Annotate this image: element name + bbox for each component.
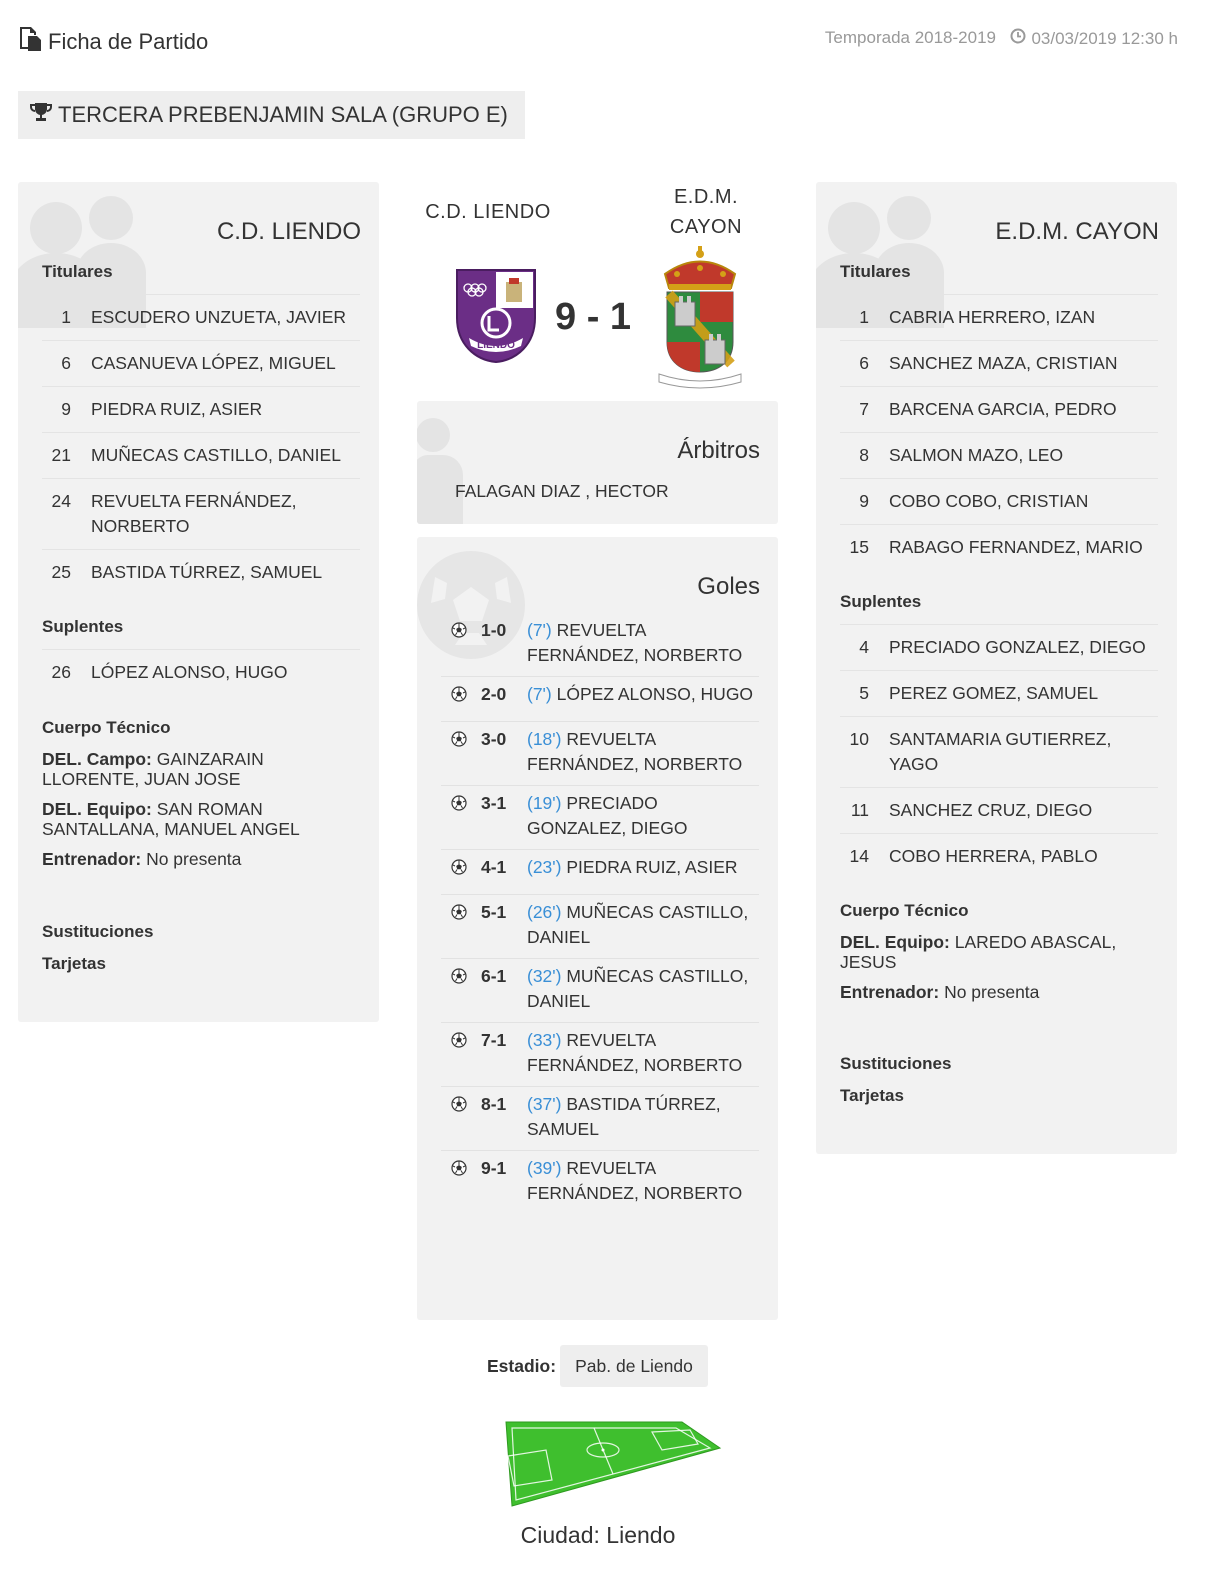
away-team-panel <box>816 182 1177 1154</box>
player-number: 10 <box>849 729 869 749</box>
away-name-line2: CAYON <box>669 216 743 238</box>
page-title <box>18 26 208 58</box>
goal-minute[interactable]: (37') <box>527 1094 562 1114</box>
goal-scorer: BASTIDA TÚRREZ, SAMUEL <box>527 1094 721 1139</box>
player-number: 6 <box>61 353 71 373</box>
goal-scorer: LÓPEZ ALONSO, HUGO <box>556 684 754 704</box>
player-number: 9 <box>859 491 869 511</box>
soccer-ball-icon <box>441 791 481 841</box>
goal-score: 4-1 <box>481 857 507 877</box>
player-name: PRECIADO GONZALEZ, DIEGO <box>889 637 1146 657</box>
player-row <box>840 670 1158 716</box>
datetime-text: 03/03/2019 12:30 h <box>1031 28 1178 48</box>
home-team-crest <box>455 268 537 364</box>
player-row <box>42 294 360 340</box>
staff-name: SAN ROMAN SANTALLANA, MANUEL ANGEL <box>42 799 300 839</box>
staff-item <box>42 849 362 869</box>
player-number: 14 <box>849 846 869 866</box>
goal-detail <box>527 1028 759 1078</box>
soccer-ball-icon <box>441 855 481 886</box>
person-icon <box>417 415 473 524</box>
clock-icon <box>1010 28 1026 49</box>
staff-role: DEL. Campo: <box>42 749 152 769</box>
goal-minute[interactable]: (23') <box>527 857 562 877</box>
player-number: 1 <box>61 307 71 327</box>
goal-detail <box>527 1092 759 1142</box>
goal-score: 5-1 <box>481 902 507 922</box>
staff-item <box>42 799 362 839</box>
trophy-icon <box>30 101 52 129</box>
player-number: 21 <box>51 445 71 465</box>
goal-row <box>441 959 759 1023</box>
center-home-name: C.D. LIENDO <box>425 201 551 223</box>
competition-badge <box>18 91 525 139</box>
pitch-icon <box>476 1420 722 1508</box>
goal-scorer: REVUELTA FERNÁNDEZ, NORBERTO <box>527 620 743 665</box>
staff-item <box>840 982 1160 1002</box>
goal-detail <box>527 900 759 950</box>
player-number: 6 <box>859 353 869 373</box>
player-row <box>42 386 360 432</box>
goal-detail <box>527 855 759 886</box>
away-subs-label: Suplentes <box>840 592 922 611</box>
match-score: 9 - 1 <box>555 296 632 338</box>
goal-score: 9-1 <box>481 1158 507 1178</box>
goal-score: 8-1 <box>481 1094 507 1114</box>
player-name: PEREZ GOMEZ, SAMUEL <box>889 683 1099 703</box>
away-team-crest <box>655 244 745 390</box>
goal-scorer: REVUELTA FERNÁNDEZ, NORBERTO <box>527 1158 743 1203</box>
away-starters-label: Titulares <box>840 262 911 281</box>
player-name: COBO HERRERA, PABLO <box>889 846 1098 866</box>
player-name: COBO COBO, CRISTIAN <box>889 491 1089 511</box>
page-title-text: Ficha de Partido <box>48 29 209 54</box>
goal-score: 6-1 <box>481 966 507 986</box>
player-number: 24 <box>51 491 71 511</box>
goal-scorer: MUÑECAS CASTILLO, DANIEL <box>527 966 749 1011</box>
player-name: REVUELTA FERNÁNDEZ, NORBERTO <box>91 491 297 536</box>
staff-item <box>840 932 1160 972</box>
player-name: ESCUDERO UNZUETA, JAVIER <box>91 307 347 327</box>
goal-minute[interactable]: (33') <box>527 1030 562 1050</box>
away-subs-list <box>840 624 1158 879</box>
goal-detail <box>527 964 759 1014</box>
goal-detail <box>527 727 759 777</box>
staff-role: DEL. Equipo: <box>42 799 152 819</box>
goals-list <box>441 613 759 1214</box>
home-staff-list <box>42 749 362 879</box>
goal-row <box>441 786 759 850</box>
away-staff-label: Cuerpo Técnico <box>840 901 969 920</box>
goal-row <box>441 722 759 786</box>
goal-score: 1-0 <box>481 620 507 640</box>
home-staff-label: Cuerpo Técnico <box>42 718 171 737</box>
home-team-name: C.D. LIENDO <box>216 218 361 245</box>
goal-scorer: PRECIADO GONZALEZ, DIEGO <box>527 793 688 838</box>
soccer-ball-icon <box>441 1028 481 1078</box>
home-team-panel <box>18 182 379 1022</box>
player-row <box>840 524 1158 570</box>
player-row <box>42 340 360 386</box>
player-number: 15 <box>849 537 869 557</box>
player-row <box>42 432 360 478</box>
player-name: LÓPEZ ALONSO, HUGO <box>91 662 288 682</box>
player-number: 1 <box>859 307 869 327</box>
soccer-ball-icon <box>441 682 481 713</box>
home-subs-label: Suplentes <box>42 617 124 636</box>
player-row <box>840 833 1158 879</box>
goals-panel <box>417 537 778 1320</box>
home-substitutions-label: Sustituciones <box>42 922 154 941</box>
competition-name: TERCERA PREBENJAMIN SALA (GRUPO E) <box>58 102 508 127</box>
home-cards-label: Tarjetas <box>42 954 106 973</box>
goal-scorer: MUÑECAS CASTILLO, DANIEL <box>527 902 749 947</box>
player-number: 9 <box>61 399 71 419</box>
file-icon <box>18 26 42 58</box>
player-name: CABRIA HERRERO, IZAN <box>889 307 1096 327</box>
home-subs-list <box>42 649 360 695</box>
goal-score: 7-1 <box>481 1030 507 1050</box>
player-name: RABAGO FERNANDEZ, MARIO <box>889 537 1143 557</box>
player-number: 25 <box>51 562 71 582</box>
goal-detail <box>527 618 759 668</box>
player-name: BARCENA GARCIA, PEDRO <box>889 399 1117 419</box>
player-name: MUÑECAS CASTILLO, DANIEL <box>91 445 341 465</box>
player-name: SANTAMARIA GUTIERREZ, YAGO <box>889 729 1112 774</box>
goal-minute[interactable]: (32') <box>527 966 562 986</box>
goal-minute[interactable]: (26') <box>527 902 562 922</box>
center-away-name <box>640 182 772 242</box>
stadium-label: Estadio: <box>487 1356 557 1376</box>
soccer-ball-icon <box>441 727 481 777</box>
goal-minute[interactable]: (39') <box>527 1158 562 1178</box>
player-name: BASTIDA TÚRREZ, SAMUEL <box>91 562 323 582</box>
goal-minute[interactable]: (7') <box>527 620 552 640</box>
home-starters-list <box>42 294 360 595</box>
goal-score: 3-1 <box>481 793 507 813</box>
away-substitutions-label: Sustituciones <box>840 1054 952 1073</box>
player-row <box>840 294 1158 340</box>
referees-panel <box>417 401 778 524</box>
staff-name: No presenta <box>944 982 1040 1002</box>
staff-name: GAINZARAIN LLORENTE, JUAN JOSE <box>42 749 264 789</box>
soccer-ball-icon <box>441 900 481 950</box>
staff-role: Entrenador: <box>42 849 142 869</box>
stadium-name[interactable]: Pab. de Liendo <box>560 1345 708 1387</box>
goal-detail <box>527 1156 759 1206</box>
match-datetime <box>1010 28 1178 49</box>
player-name: SALMON MAZO, LEO <box>889 445 1064 465</box>
player-row <box>840 716 1158 787</box>
goal-minute[interactable]: (7') <box>527 684 552 704</box>
player-name: SANCHEZ MAZA, CRISTIAN <box>889 353 1118 373</box>
player-row <box>42 649 360 695</box>
player-row <box>840 386 1158 432</box>
goal-row <box>441 850 759 895</box>
goal-detail <box>527 791 759 841</box>
soccer-ball-icon <box>441 618 481 668</box>
city-label: Ciudad: Liendo <box>520 1522 676 1548</box>
goal-score: 2-0 <box>481 684 507 704</box>
player-name: PIEDRA RUIZ, ASIER <box>91 399 263 419</box>
player-name: CASANUEVA LÓPEZ, MIGUEL <box>91 353 336 373</box>
staff-name: LAREDO ABASCAL, JESUS <box>840 932 1117 972</box>
goal-row <box>441 1087 759 1151</box>
goal-score: 3-0 <box>481 729 507 749</box>
player-row <box>42 549 360 595</box>
player-number: 5 <box>859 683 869 703</box>
goal-scorer: REVUELTA FERNÁNDEZ, NORBERTO <box>527 1030 743 1075</box>
referees-title: Árbitros <box>677 437 760 464</box>
player-row <box>840 340 1158 386</box>
player-name: SANCHEZ CRUZ, DIEGO <box>889 800 1093 820</box>
soccer-ball-icon <box>441 964 481 1014</box>
soccer-ball-icon <box>441 1092 481 1142</box>
player-number: 8 <box>859 445 869 465</box>
goal-minute[interactable]: (18') <box>527 729 562 749</box>
away-name-line1: E.D.M. <box>673 186 739 208</box>
staff-role: DEL. Equipo: <box>840 932 950 952</box>
staff-role: Entrenador: <box>840 982 940 1002</box>
goal-minute[interactable]: (19') <box>527 793 562 813</box>
home-starters-label: Titulares <box>42 262 113 281</box>
away-cards-label: Tarjetas <box>840 1086 904 1105</box>
player-number: 7 <box>859 399 869 419</box>
player-row <box>840 787 1158 833</box>
player-row <box>840 624 1158 670</box>
goal-scorer: REVUELTA FERNÁNDEZ, NORBERTO <box>527 729 743 774</box>
player-row <box>42 478 360 549</box>
goal-row <box>441 895 759 959</box>
staff-name: No presenta <box>146 849 242 869</box>
goal-scorer: PIEDRA RUIZ, ASIER <box>566 857 738 877</box>
goals-title: Goles <box>697 573 760 600</box>
player-number: 11 <box>850 800 869 820</box>
season-label: Temporada 2018-2019 <box>824 28 996 47</box>
away-starters-list <box>840 294 1158 570</box>
goal-row <box>441 1151 759 1214</box>
player-row <box>840 432 1158 478</box>
away-team-name: E.D.M. CAYON <box>995 218 1159 245</box>
staff-item <box>42 749 362 789</box>
player-row <box>840 478 1158 524</box>
goal-detail <box>527 682 759 713</box>
player-number: 4 <box>859 637 869 657</box>
referee-name: FALAGAN DIAZ , HECTOR <box>455 481 669 501</box>
svg-text:LIENDO: LIENDO <box>477 340 515 351</box>
goal-row <box>441 613 759 677</box>
soccer-ball-icon <box>441 1156 481 1206</box>
goal-row <box>441 1023 759 1087</box>
away-staff-list <box>840 932 1160 1012</box>
player-number: 26 <box>51 662 71 682</box>
goal-row <box>441 677 759 722</box>
